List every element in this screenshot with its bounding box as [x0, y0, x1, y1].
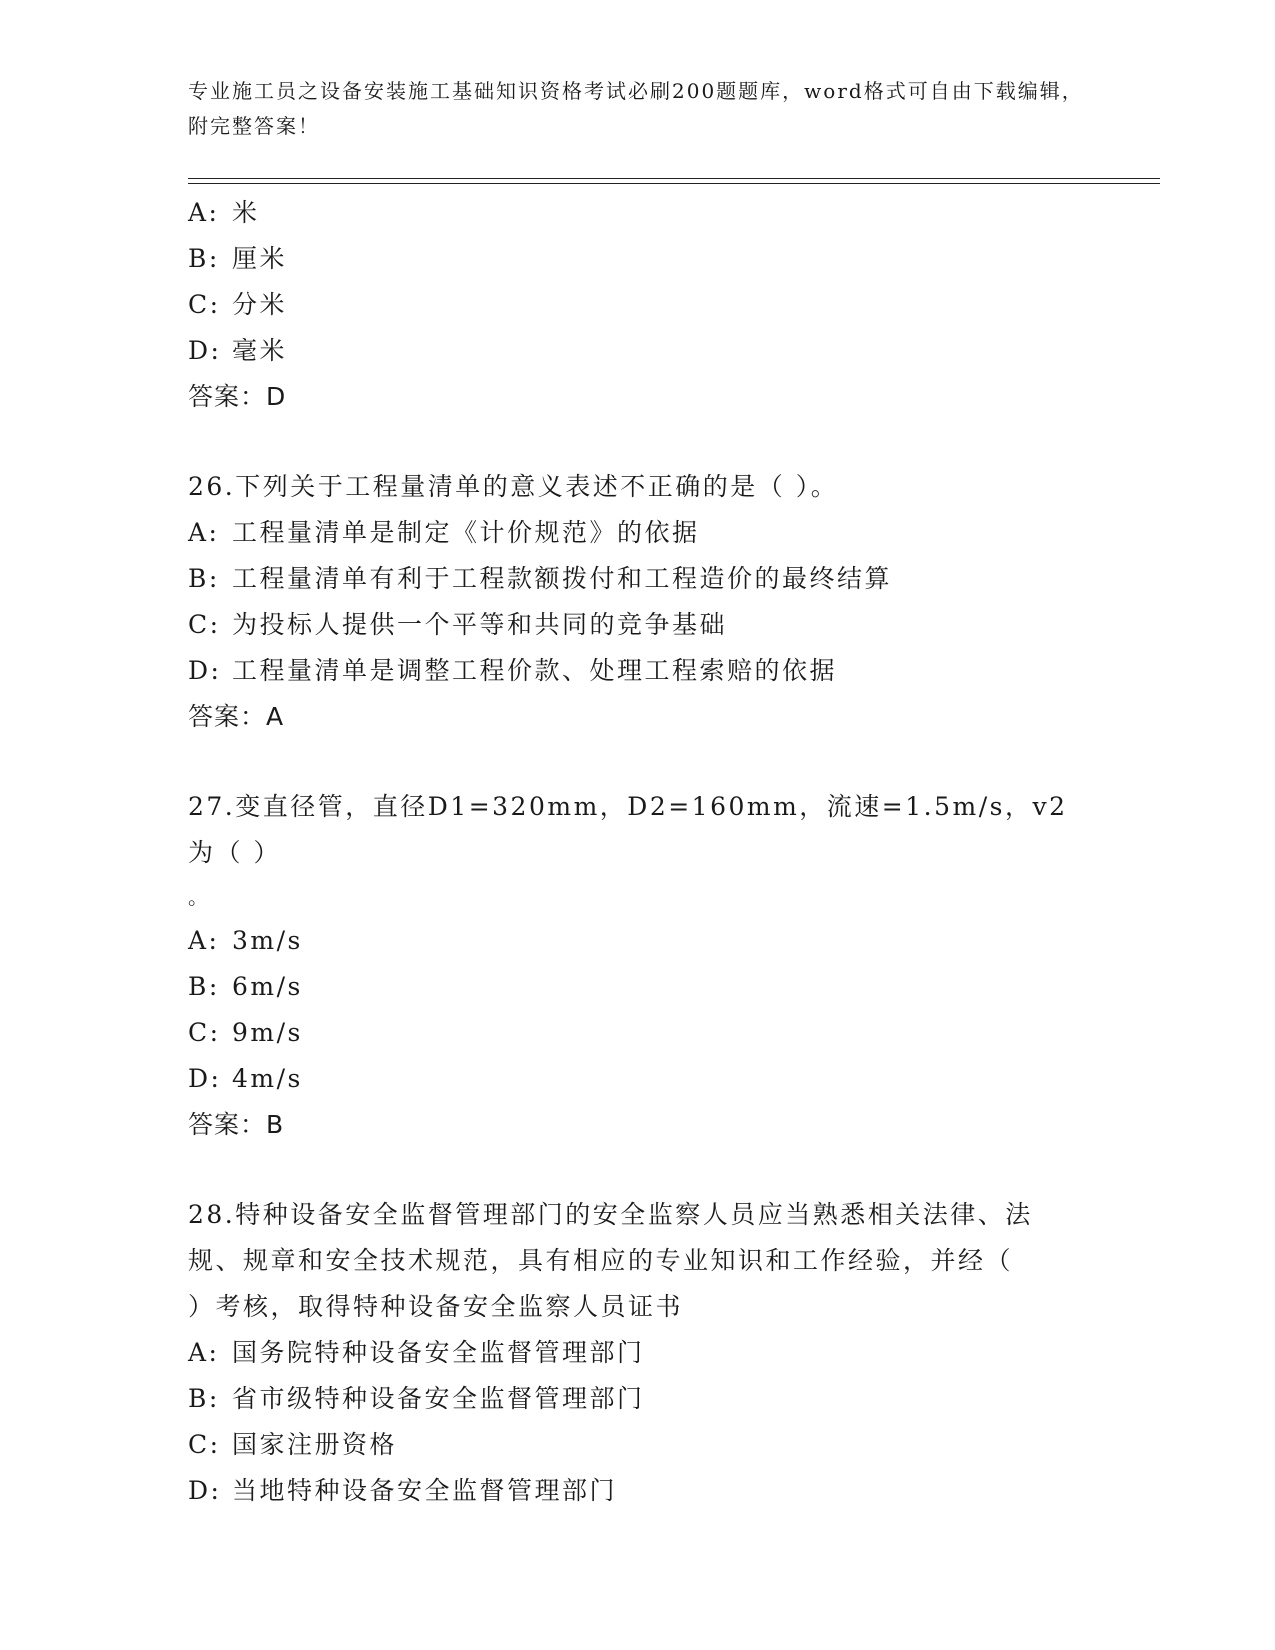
option-b — [188, 964, 1088, 1010]
option-letter: D: — [188, 656, 222, 685]
option-letter: C: — [188, 1430, 221, 1459]
document-title: 专业施工员之设备安装施工基础知识资格考试必刷200题题库，word格式可自由下载编辑，附完整答案！ — [188, 79, 1084, 138]
option-text: 分米 — [232, 290, 288, 319]
answer-line: 答案：A — [188, 702, 285, 731]
header-divider — [188, 178, 1160, 184]
option-text: 米 — [232, 198, 260, 227]
option-d — [188, 1056, 1088, 1102]
option-text: 国家注册资格 — [232, 1430, 398, 1459]
option-letter: B: — [188, 564, 220, 593]
option-letter: C: — [188, 610, 221, 639]
option-text: 省市级特种设备安全监督管理部门 — [232, 1384, 645, 1413]
option-d — [188, 648, 1088, 694]
option-text: 4m/s — [232, 1064, 303, 1093]
option-text: 工程量清单是调整工程价款、处理工程索赔的依据 — [232, 656, 838, 685]
option-c — [188, 1010, 1088, 1056]
question-stem: 27.变直径管，直径D1=320mm，D2=160mm，流速=1.5m/s，v2为（ ） — [188, 792, 1068, 867]
option-a — [188, 918, 1088, 964]
option-letter: D: — [188, 1476, 222, 1505]
option-c — [188, 282, 1088, 328]
question-stem-line: ）考核，取得特种设备安全监察人员证书 — [188, 1292, 684, 1321]
option-text: 工程量清单是制定《计价规范》的依据 — [232, 518, 700, 547]
question-stem-line: 28.特种设备安全监督管理部门的安全监察人员应当熟悉相关法律、法 — [188, 1200, 1033, 1229]
question-stem: 26.下列关于工程量清单的意义表述不正确的是（ ）。 — [188, 472, 839, 501]
option-letter: A: — [188, 1338, 220, 1367]
option-text: 3m/s — [232, 926, 303, 955]
option-text: 工程量清单有利于工程款额拨付和工程造价的最终结算 — [232, 564, 893, 593]
option-b — [188, 1376, 1088, 1422]
question-27 — [188, 784, 1088, 1148]
question-stem — [188, 1192, 1088, 1330]
option-b — [188, 236, 1088, 282]
option-c — [188, 602, 1088, 648]
option-b — [188, 556, 1088, 602]
answer-line: 答案：D — [188, 382, 287, 411]
option-d — [188, 1468, 1088, 1514]
option-text: 厘米 — [232, 244, 288, 273]
option-text: 当地特种设备安全监督管理部门 — [232, 1476, 618, 1505]
question-stem-tail: 。 — [188, 885, 211, 909]
option-letter: A: — [188, 198, 220, 227]
answer-line: 答案：B — [188, 1110, 285, 1139]
option-letter: B: — [188, 244, 220, 273]
page-header — [188, 74, 1088, 144]
option-letter: D: — [188, 1064, 222, 1093]
option-a — [188, 1330, 1088, 1376]
question-28 — [188, 1192, 1088, 1514]
option-text: 6m/s — [232, 972, 303, 1001]
option-letter: D: — [188, 336, 222, 365]
option-text: 国务院特种设备安全监督管理部门 — [232, 1338, 645, 1367]
option-text: 9m/s — [232, 1018, 303, 1047]
option-letter: A: — [188, 926, 220, 955]
option-c — [188, 1422, 1088, 1468]
option-d — [188, 328, 1088, 374]
question-25 — [188, 190, 1088, 420]
option-a — [188, 190, 1088, 236]
option-letter: A: — [188, 518, 220, 547]
option-letter: B: — [188, 1384, 220, 1413]
question-stem-line: 规、规章和安全技术规范，具有相应的专业知识和工作经验，并经（ — [188, 1246, 1014, 1275]
option-letter: C: — [188, 290, 221, 319]
option-letter: B: — [188, 972, 220, 1001]
question-26 — [188, 464, 1088, 740]
option-a — [188, 510, 1088, 556]
option-text: 为投标人提供一个平等和共同的竞争基础 — [232, 610, 728, 639]
option-text: 毫米 — [232, 336, 288, 365]
option-letter: C: — [188, 1018, 221, 1047]
question-list — [188, 190, 1088, 1514]
